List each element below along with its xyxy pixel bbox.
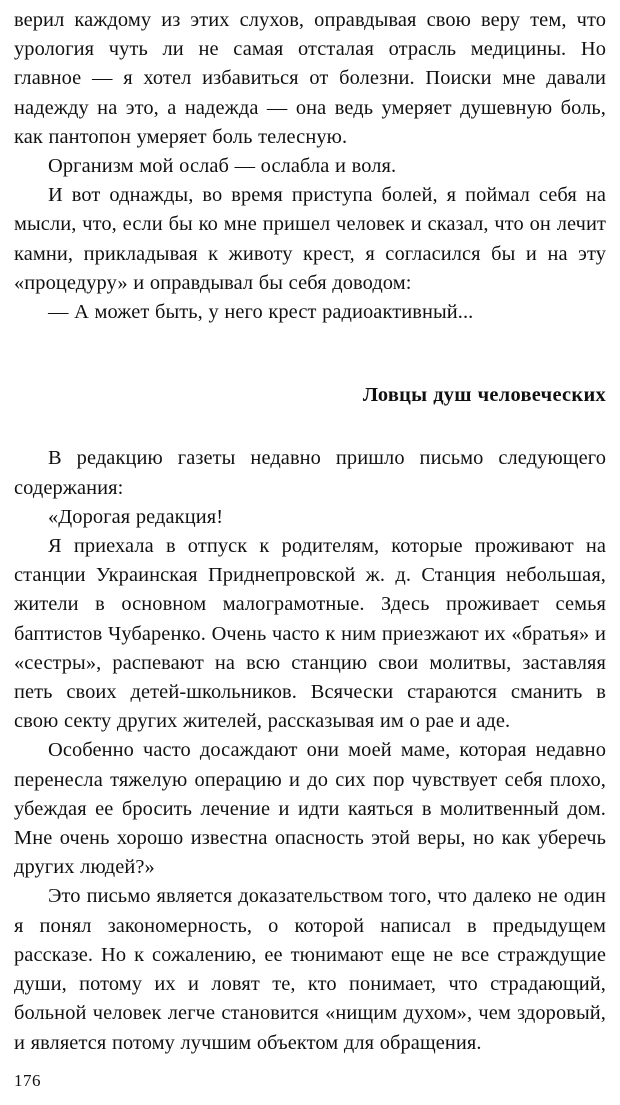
- paragraph: И вот однажды, во время приступа болей, я поймал себя на мысли, что, если бы ко мне пришел человек и сказал, что он лечит камни, прикладывая к животу крест, я согласился бы и на эту «процедуру» и оправдывал бы себя доводом:: [14, 184, 606, 294]
- paragraph-continued: верил каждому из этих слухов, оправдывая свою веру тем, что урология чуть ли не самая отсталая отрасль медицины. Но главное — я хотел избавиться от болезни. Поиски мне давали надежду на это, а надежда — она ведь умеряет душевную боль, как пантопон умеряет боль телесную.: [14, 9, 606, 148]
- dialogue-line: — А может быть, у него крест радиоактивный...: [48, 301, 474, 324]
- section-heading: Ловцы душ человеческих: [362, 384, 606, 407]
- letter-salutation: «Дорогая редакция!: [48, 505, 224, 528]
- page-body: [14, 6, 606, 1058]
- letter-paragraph: Я приехала в отпуск к родителям, которые проживают на станции Украинская Приднепровской ж. д. Станция небольшая, жители в основном малограмотные. Здесь проживает семья баптистов Чубаренко. Очень часто к ним приезжают их «братья» и «сестры», распевают на всю станцию свои молитвы, заставляя петь своих детей-школьников. Всячески стараются сманить в свою секту других жителей, рассказывая им о рае и аде.: [14, 535, 606, 733]
- spacer-below-heading: [14, 410, 606, 444]
- letter-paragraph: Особенно часто досаждают они моей маме, которая недавно перенесла тяжелую операцию и до сих пор чувствует себя плохо, убеждая ее бросить лечение и идти каяться в молитвенный дом. Мне очень хорошо известна опасность этой веры, но как уберечь других людей?»: [14, 739, 606, 879]
- paragraph: Организм мой ослаб — ослабла и воля.: [48, 155, 397, 178]
- page-number: 176: [14, 1071, 41, 1090]
- paragraph: В редакцию газеты недавно пришло письмо следующего содержания:: [14, 447, 606, 499]
- paragraph: Это письмо является доказательством того, что далеко не один я понял закономерность, о которой написал в предыдущем рассказе. Но к сожалению, ее тюнимают еще не все страждущие души, потому их и ловят те, кто понимает, что страдающий, больной человек легче становится «нищим духом», чем здоровый, и является потому лучшим объектом для обращения.: [14, 885, 606, 1054]
- spacer-above-heading: [14, 327, 606, 381]
